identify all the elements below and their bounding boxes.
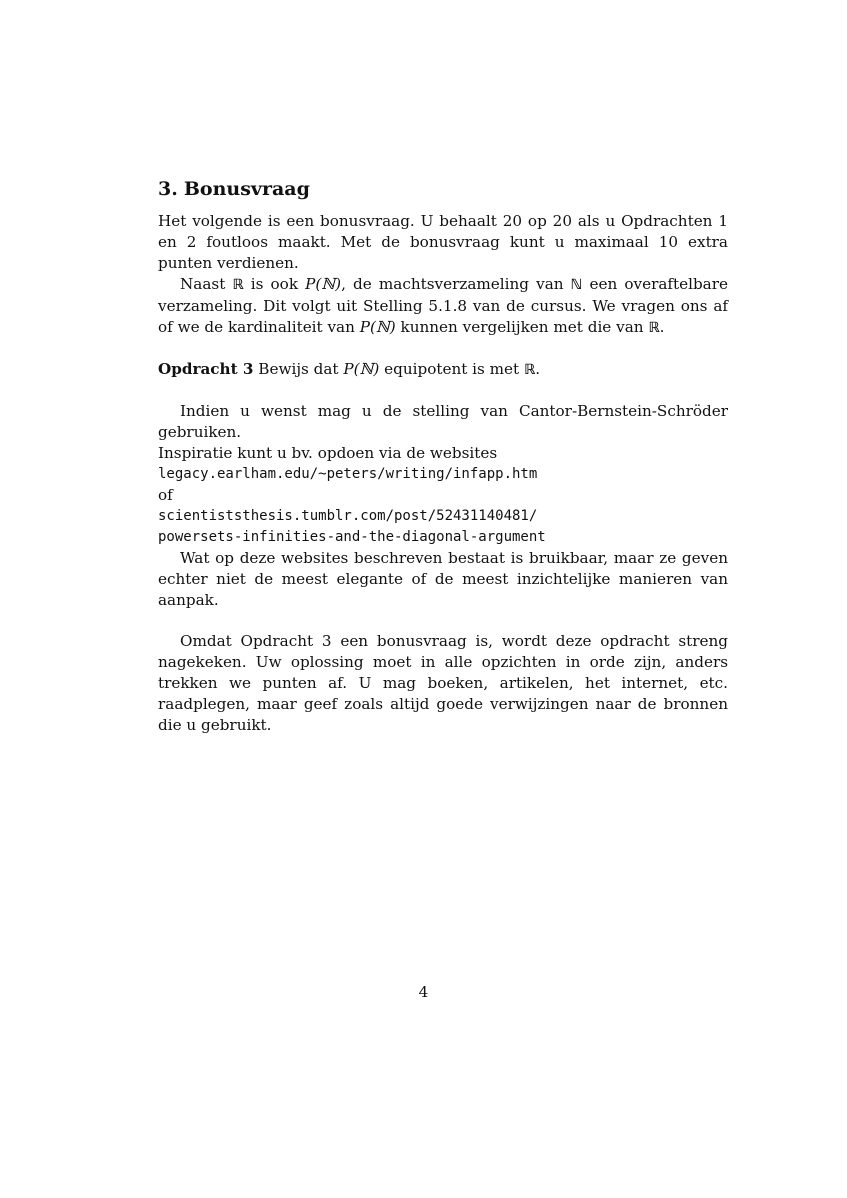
text-run: Naast <box>180 275 233 293</box>
hint-line-2: Inspiratie kunt u bv. opdoen via de websites <box>158 444 498 462</box>
intro-paragraph: Het volgende is een bonusvraag. U behaalt 20 op 20 als u Opdrachten 1 en 2 foutloos maakt. Met de bonusvraag kunt u maximaal 10 extra punten verdienen. <box>158 212 728 272</box>
website-link-2-line-1[interactable]: scientiststhesis.tumblr.com/post/52431140481/ <box>158 508 538 524</box>
cardinality-paragraph <box>158 274 728 339</box>
exercise-label: Opdracht 3 <box>158 360 254 378</box>
hint-line-1: Indien u wenst mag u de stelling van Cantor-Bernstein-Schröder gebruiken. <box>158 402 728 441</box>
section-title: Bonusvraag <box>183 178 310 200</box>
text-run: Bewijs dat <box>253 360 344 378</box>
closing-paragraph: Omdat Opdracht 3 een bonusvraag is, wordt deze opdracht streng nagekeken. Uw oplossing moet in alle opzichten in orde zijn, anders trekken we punten af. U mag boeken, artikelen, het internet, etc. raadplegen, maar geef zoals altijd goede verwijzingen naar de bronnen die u gebruikt. <box>158 632 728 734</box>
text-run: . <box>659 318 665 336</box>
text-run: kunnen vergelijken met die van <box>395 318 649 336</box>
section-number: 3. <box>158 178 178 200</box>
hint-remark: Wat op deze websites beschreven bestaat is bruikbaar, maar ze geven echter niet de meest elegante of de meest inzichtelijke manieren van aanpak. <box>158 549 728 609</box>
website-link-2-line-2[interactable]: powersets-infinities-and-the-diagonal-argument <box>158 529 546 545</box>
text-run: , de machtsverzameling van <box>341 275 571 293</box>
text-run: is ook <box>243 275 306 293</box>
page-content <box>158 176 728 736</box>
reals-symbol: ℝ <box>648 320 660 336</box>
website-link-1[interactable]: legacy.earlham.edu/~peters/writing/infapp.htm <box>158 466 538 482</box>
page-number: 4 <box>418 983 429 1001</box>
reals-symbol: ℝ <box>523 362 536 378</box>
powerset-symbol: P(ℕ) <box>305 275 342 293</box>
reals-symbol: ℝ <box>232 277 244 293</box>
text-run: een overaftelbare verzameling. Dit volgt uit Stelling 5.1.8 van de cursus. We vragen ons af of we de kardinaliteit van <box>158 275 728 336</box>
text-run: equipotent is met <box>379 360 524 378</box>
hint-or: of <box>158 486 173 504</box>
powerset-symbol: P(ℕ) <box>343 360 380 378</box>
text-run: . <box>535 360 541 378</box>
section-heading <box>158 176 728 202</box>
naturals-symbol: ℕ <box>570 277 583 293</box>
exercise-statement <box>158 359 728 381</box>
powerset-symbol: P(ℕ) <box>359 318 396 336</box>
